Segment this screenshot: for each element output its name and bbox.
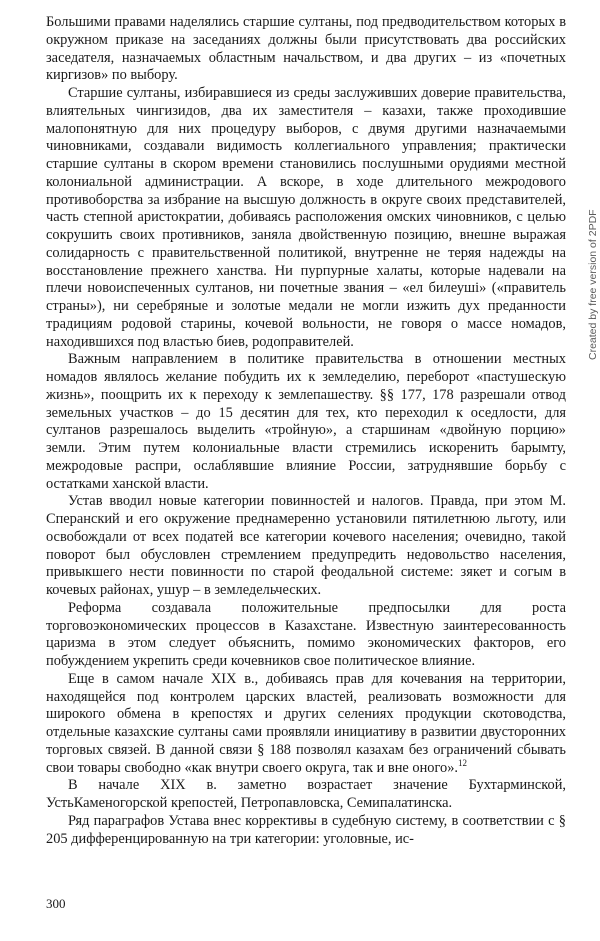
paragraph-7: В начале XIX в. заметно возрастает значение Бухтарминской, УстьКаменогорской крепостей, Петропавловска, Семипалатинска.: [46, 777, 566, 811]
paragraph-4: Устав вводил новые категории повинностей и налогов. Правда, при этом М. Сперанский и его окружение преднамеренно установили пятилетнюю льготу, или освобождали от всех податей все категории кочевого населения; очевидно, такой поворот был обусловлен стремлением предупредить недовольство населения, привыкшего нести повинности по старой феодальной системе: зякет и согым в кочевых районах, ушур – в земледельческих.: [46, 493, 566, 598]
paragraph-2: Старшие султаны, избиравшиеся из среды заслуживших доверие правительства, влиятельных чингизидов, два их заместителя – казахи, также проходившие малопонятную для них процедуру выборов, с двумя другими назначаемыми чиновниками, создавали видимость коллегиального управления; практически старшие султаны в скором времени становились послушными орудиями местной колониальной администрации. А вскоре, в ходе длительного межродового противоборства за избрание на высшую должность в округе своих представителей, часть степной аристократии, добиваясь расположения омских чиновников, с целью сокрушить своих противников, заняла двойственную позицию, внешне выражая солидарность с правительственной политикой, внутренне не теряя надежды на восстановление прежнего ханства. Ни пурпурные халаты, которые надевали на плечи новоиспеченных султанов, ни почетные звания – «ел билеуші» («правитель страны»), ни серебряные и золотые медали не могли изжить дух преданности традициям родовой старины, кочевой вольности, не говоря о массе номадов, находившихся под властью биев, родоправителей.: [46, 85, 566, 350]
page-body-text: [46, 14, 566, 848]
paragraph-8: Ряд параграфов Устава внес коррективы в судебную систему, в соответствии с § 205 дифференцированную на три категории: уголовные, ис-: [46, 812, 566, 847]
paragraph-6-text: Еще в самом начале XIX в., добиваясь прав для кочевания на территории, находящейся под контролем царских властей, реализовать возможности для широкого обмена в крепостях и других селениях продукции скотоводства, отдельные казахские султаны сами проявляли инициативу в развитии двусторонних торговых связей. В данной связи § 188 позволял казахам без ограничений сбывать свои товары свободно «как внутри своего округа, так и вне оного».: [46, 670, 566, 776]
paragraph-1: Большими правами наделялись старшие султаны, под предводительством которых в окружном приказе на заседаниях должны были присутствовать два российских заседателя, назначаемых областным начальством, и два других – из «почетных киргизов» по выбору.: [46, 14, 566, 84]
page-number: 300: [46, 896, 66, 911]
paragraph-5: Реформа создавала положительные предпосылки для роста торговоэкономических процессов в Казахстане. Известную заинтересованность царизма в этом следует объяснить, помимо экономических факторов, его побуждением укрепить среди кочевников свое политическое влияние.: [46, 599, 566, 669]
footnote-reference: 12: [458, 757, 468, 768]
paragraph-6: [46, 671, 566, 778]
pdf-watermark: Created by free version of 2PDF: [587, 209, 599, 360]
paragraph-3: Важным направлением в политике правительства в отношении местных номадов являлось желание побудить их к земледелию, переборот «пастушескую жизнь», поощрить их к переходу к землепашеству. §§ 177, 178 разрешали отвод земельных участков – до 15 десятин для тех, кто переходил к оседлости, для султанов разрешалось выделить «тройную», а старшинам «двойную порцию» земли. Этим путем колониальные власти стремились искоренить барымту, межродовые распри, ослаблявшие влияние России, затруднявшие борьбу с остатками ханской власти.: [46, 351, 566, 492]
